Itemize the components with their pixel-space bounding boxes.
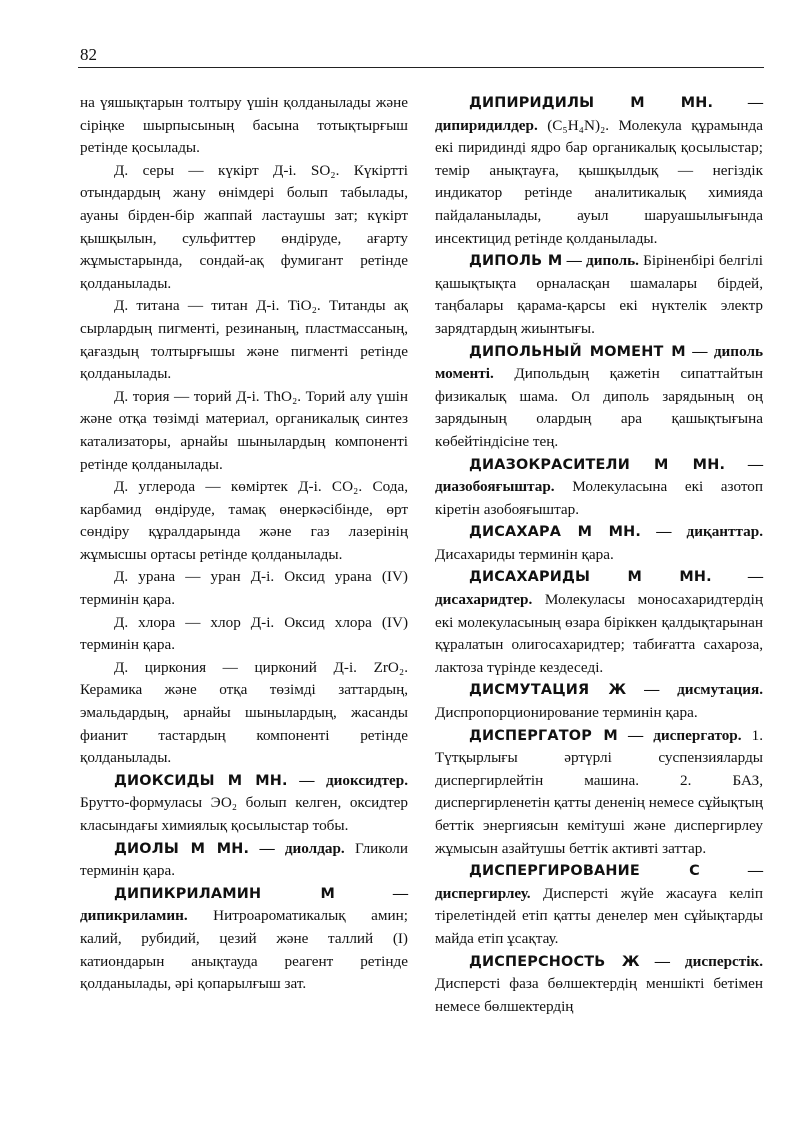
entry-headword: ДИПОЛЬНЫЙ МОМЕНТ М	[469, 343, 686, 360]
dictionary-entry	[435, 679, 763, 724]
continued-paragraph: на үяшықтарын толтыру үшін қолданылады және сіріңке шырпысының басына тотықтырғыш ретінде қосылады.	[80, 94, 408, 157]
entry-headword: ДИСПЕРГИРОВАНИЕ С	[469, 863, 700, 880]
dictionary-entry	[435, 860, 763, 950]
entry-headword: ДИОЛЫ М МН.	[114, 840, 250, 857]
entry-definition: 1. Түтқырлығы әртүрлі суспензияларды диспергирлейтін машина. 2. БАЗ, диспергирленетін қатты дененің немесе сұйықтың беттік энергиясын кемітуші және диспергирлеу жұмысын азайтушы беттік активті заттар.	[435, 726, 764, 857]
dictionary-entry	[435, 566, 763, 679]
entry-definition: Дисперсті жүйе жасауға келіп тірелетіндей етіп қатты денелер мен сұйықтарды майда етіп ұсақтау.	[435, 884, 763, 947]
entry-headword: ДИСМУТАЦИЯ Ж	[469, 682, 627, 699]
dictionary-entry	[435, 951, 763, 1019]
entry-headword: ДИСПЕРГАТОР М	[469, 727, 618, 744]
sub-entry-paragraph: Д. циркония — цирконий Д-і. ZrO₂. Керамика және отқа төзімді заттардың, эмальдардың, арнайы шынылардың, жасанды фианит тастардың компоненті ретінде қолданылады.	[80, 658, 408, 767]
entry-translation: — дисмутация.	[644, 681, 763, 699]
right-column	[435, 92, 763, 1018]
entry-translation: — диқанттар.	[656, 523, 763, 541]
sub-entry-paragraph: Д. урана — уран Д-і. Оксид урана (IV) терминін қара.	[80, 568, 408, 609]
entry-definition: Біріненбірі белгілі қашықтықта орналасқан шамалары бірдей, таңбалары қарама-қарсы екі нүктелік электр зарядтардың жиынтығы.	[435, 252, 763, 337]
page-number: 82	[80, 45, 97, 64]
entry-translation: — диполь моменті.	[435, 342, 764, 383]
entry-definition: Гликоли терминін қара.	[80, 839, 409, 880]
entry-headword: ДИСПЕРСНОСТЬ Ж	[469, 953, 640, 970]
sub-entry-paragraph: Д. серы — күкірт Д-і. SO₂. Күкіртті отындардың жану өнімдері болып табылады, ауаны бірден-бір жаппай ластаушы зат; күкірт қышқылын, сульфиттер өндіруде, ағарту жұмыстарында, сондай-ақ фумигант ретінде қолданылады.	[80, 161, 408, 292]
left-column	[80, 92, 408, 996]
entry-definition: Дисперсті фаза бөлшектердің меншікті бетімен немесе бөлшектердің	[435, 975, 763, 1015]
entry-translation: — дисахаридтер.	[435, 568, 764, 609]
dictionary-entry	[435, 341, 763, 454]
dictionary-entry	[435, 92, 763, 250]
entry-definition: Нитроароматикалық амин; калий, рубидий, цезий және таллий (I) катиондарын анықтауда реагент ретінде қолданылады, әрі қопарылғыш зат.	[80, 907, 408, 993]
entry-translation: — диспергатор.	[628, 726, 742, 744]
entry-headword: ДИПИРИДИЛЫ М МН.	[469, 95, 714, 111]
entry-definition: (C₅H₄N)₂. Молекула құрамында екі пиридинді ядро бар органикалық қосылыстар; темір анықтауға, қышқылдық — негіздік индикатор ретінде аналитикалық химияда пайдаланылады, ауыл шаруашылығында инсектицид ретінде қолданылады.	[435, 116, 763, 247]
entry-headword: ДИАЗОКРАСИТЕЛИ М МН.	[469, 456, 726, 473]
entry-translation: — диспергирлеу.	[435, 862, 763, 902]
dictionary-entry	[435, 725, 763, 861]
entry-headword: ДИПИКРИЛАМИН М	[114, 885, 335, 902]
dictionary-entry	[435, 454, 763, 522]
entry-headword: ДИОКСИДЫ М МН.	[114, 772, 288, 789]
entry-definition: Молекуласы моносахаридтердің екі молекуласының өзара біріккен қалдықтарынан құралатын олигосахаридтер; табиғатта сахароза, лактоза түрінде кездеседі.	[435, 591, 763, 676]
entry-definition: Молекуласына екі азотоп кіретін азобояғыштар.	[435, 478, 763, 518]
entry-definition: Диспропорционирование терминін қара.	[435, 704, 698, 722]
dictionary-entry	[80, 838, 408, 883]
entry-definition: Дипольдың қажетін сипаттайтын физикалық шама. Ол диполь зарядының оң зарядының олардың ара қашықтығына көбейтіндісіне тең.	[435, 365, 763, 450]
entry-headword: ДИПОЛЬ М	[469, 253, 563, 270]
entry-translation: — дипиридилдер.	[435, 94, 763, 134]
entry-translation: — диазобояғыштар.	[435, 455, 764, 496]
dictionary-entry	[435, 521, 763, 566]
entry-translation: — дисперстік.	[654, 952, 764, 970]
entry-definition: Брутто-формуласы ЭО₂ болып келген, оксидтер класындағы химиялық қосылыстар тобы.	[80, 794, 408, 834]
entry-translation: — диолдар.	[259, 839, 345, 857]
entry-definition: Дисахариды терминін қара.	[435, 545, 614, 563]
sub-entry-paragraph: Д. хлора — хлор Д-і. Оксид хлора (IV) терминін қара.	[80, 613, 408, 654]
dictionary-entry	[80, 883, 408, 996]
sub-entry-paragraph: Д. тория — торий Д-і. ThO₂. Торий алу үшін және отқа төзімді материал, органикалық синтез катализаторы, арнайы шынылардың компоненті ретінде қолданылады.	[80, 387, 408, 473]
entry-translation: — дипикриламин.	[80, 884, 408, 925]
header-rule	[78, 67, 764, 68]
entry-translation: — диоксидтер.	[299, 771, 408, 789]
entry-headword: ДИСАХАРА М МН.	[469, 524, 642, 541]
sub-entry-paragraph: Д. углерода — көміртек Д-і. CO₂. Сода, карбамид өндіруде, тамақ өнеркәсібінде, өрт сөндіру құралдарында және газ лазерінің жұмысшы ортасы ретінде қолданылады.	[80, 478, 408, 563]
dictionary-entry	[80, 770, 408, 838]
sub-entry-paragraph: Д. титана — титан Д-і. TiO₂. Титанды ақ сырлардың пигменті, резинаның, пластмассаның, қағаздың толтырғышы және пигменті ретінде қолданылады.	[80, 297, 408, 383]
entry-headword: ДИСАХАРИДЫ М МН.	[469, 569, 712, 586]
entry-translation: — диполь.	[566, 252, 639, 270]
dictionary-entry	[435, 250, 763, 340]
